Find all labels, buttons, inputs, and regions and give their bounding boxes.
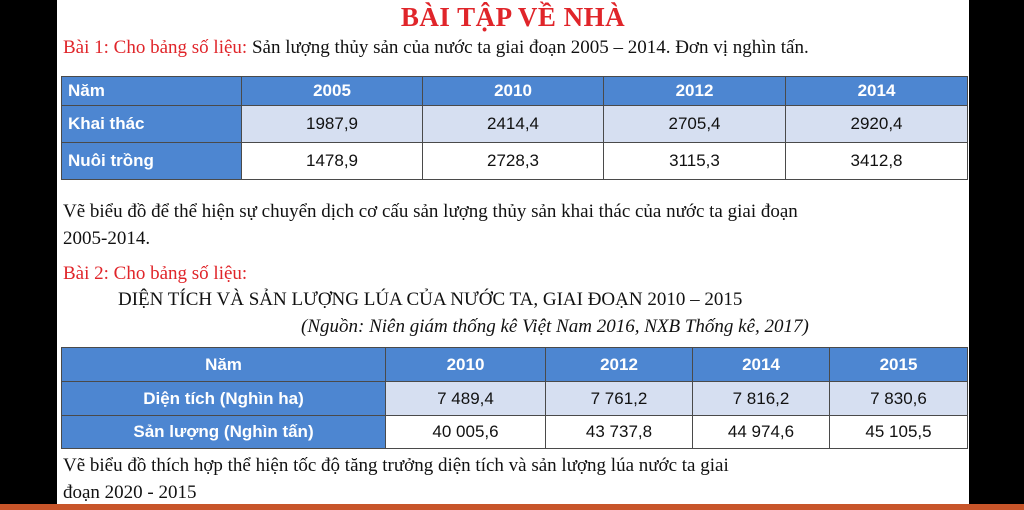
table-cell: 2920,4 (786, 106, 968, 143)
table-header-cell: 2005 (242, 77, 423, 106)
bai1-heading (63, 37, 809, 59)
table-cell: 2705,4 (604, 106, 786, 143)
table-row (62, 143, 968, 180)
table-cell: 1987,9 (242, 106, 423, 143)
table-header-cell: Năm (62, 77, 242, 106)
table-cell: 7 830,6 (830, 382, 968, 416)
table-header-cell: 2010 (386, 348, 546, 382)
table-cell: 7 761,2 (546, 382, 693, 416)
bai1-description: Sản lượng thủy sản của nước ta giai đoạn 2005 – 2014. Đơn vị nghìn tấn. (247, 37, 809, 58)
document-page (57, 0, 969, 505)
table-row (62, 382, 968, 416)
table-header-cell: 2015 (830, 348, 968, 382)
table-header-cell: Năm (62, 348, 386, 382)
rice-table (61, 347, 968, 449)
table-cell: 45 105,5 (830, 416, 968, 449)
table-header-cell: 2010 (423, 77, 604, 106)
table-cell: 2728,3 (423, 143, 604, 180)
bai2-prefix: Bài 2: Cho bảng số liệu: (63, 263, 248, 284)
table-header-cell: 2014 (786, 77, 968, 106)
bottom-bar (0, 504, 1024, 510)
bai1-task-line2: 2005-2014. (63, 228, 151, 249)
table-row (62, 416, 968, 449)
table-cell: 43 737,8 (546, 416, 693, 449)
table-cell: 44 974,6 (693, 416, 830, 449)
row-label: Sản lượng (Nghìn tấn) (62, 416, 386, 449)
page-title: BÀI TẬP VỀ NHÀ (400, 2, 626, 32)
table-cell: 40 005,6 (386, 416, 546, 449)
bai1-task-line1: Vẽ biểu đồ để thể hiện sự chuyển dịch cơ cấu sản lượng thủy sản khai thác của nước ta giai đoạn (63, 201, 798, 222)
bai2-task-line1: Vẽ biểu đồ thích hợp thể hiện tốc độ tăng trưởng diện tích và sản lượng lúa nước ta giai (63, 455, 729, 476)
table-cell: 7 816,2 (693, 382, 830, 416)
table-cell: 7 489,4 (386, 382, 546, 416)
table-cell: 2414,4 (423, 106, 604, 143)
row-label: Khai thác (62, 106, 242, 143)
table-header-cell: 2014 (693, 348, 830, 382)
table-cell: 3412,8 (786, 143, 968, 180)
bai2-table-title: DIỆN TÍCH VÀ SẢN LƯỢNG LÚA CỦA NƯỚC TA, GIAI ĐOẠN 2010 – 2015 (118, 289, 743, 310)
table-cell: 1478,9 (242, 143, 423, 180)
table-header-cell: 2012 (604, 77, 786, 106)
table-row (62, 106, 968, 143)
bai1-prefix: Bài 1: Cho bảng số liệu: (63, 37, 248, 58)
table-header-row (62, 77, 968, 106)
table-header-row (62, 348, 968, 382)
seafood-table (61, 76, 968, 180)
bai2-task-line2: đoạn 2020 - 2015 (63, 482, 197, 503)
row-label: Nuôi trồng (62, 143, 242, 180)
table-cell: 3115,3 (604, 143, 786, 180)
row-label: Diện tích (Nghìn ha) (62, 382, 386, 416)
table-header-cell: 2012 (546, 348, 693, 382)
bai2-source: (Nguồn: Niên giám thống kê Việt Nam 2016, NXB Thống kê, 2017) (301, 316, 809, 337)
